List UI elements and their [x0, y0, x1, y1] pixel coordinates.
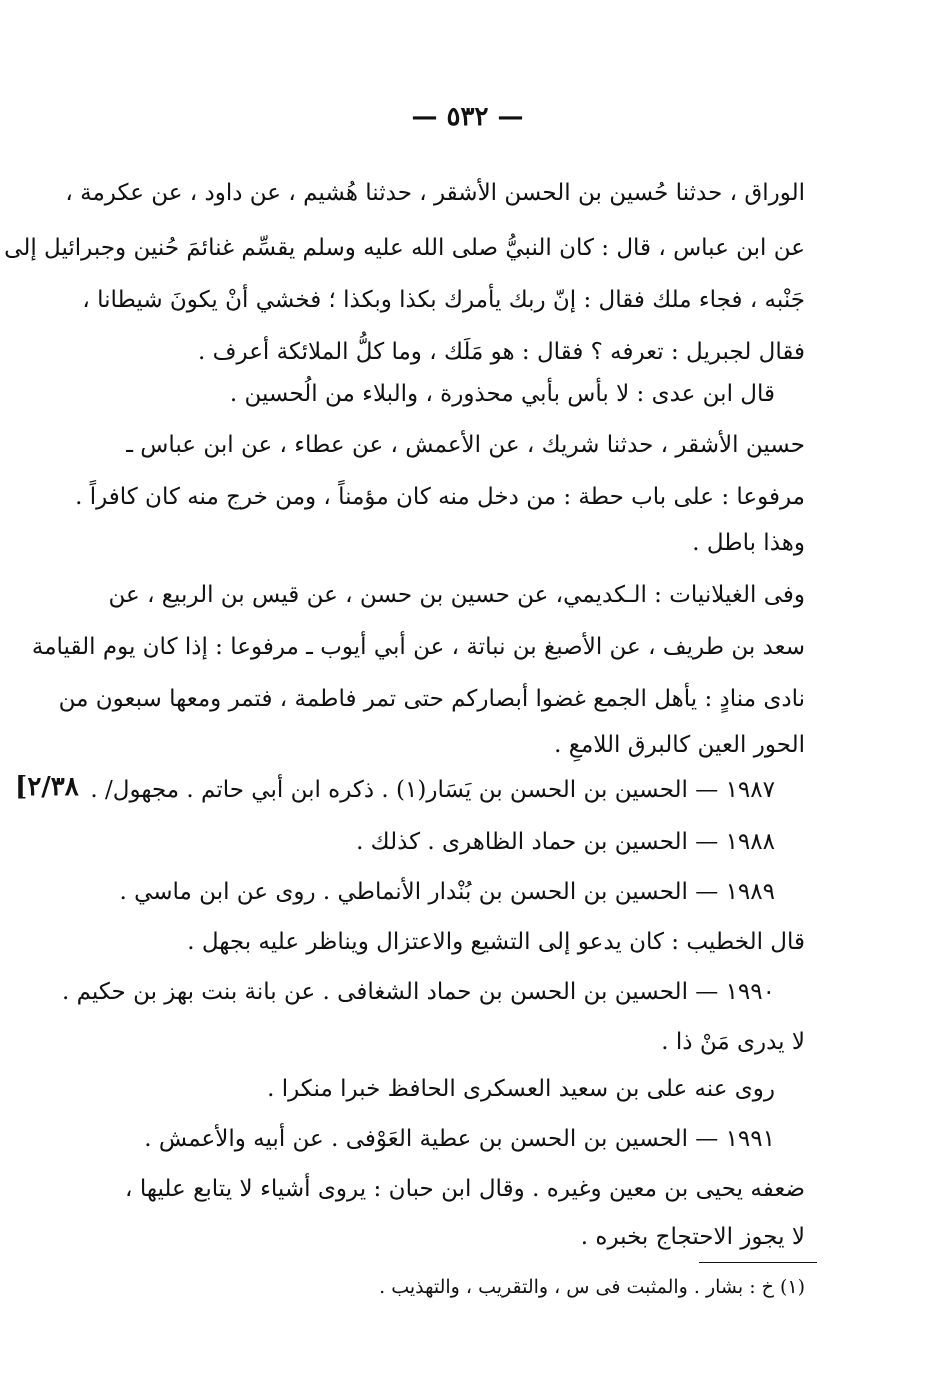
- text-line-11: نادى منادٍ : يأهل الجمع غضوا أبصاركم حتى تمر فاطمة ، فتمر ومعها سبعون من: [58, 686, 805, 712]
- entry-1990: ١٩٩٠ — الحسين بن الحسن بن حماد الشغافى . عن بانة بنت بهز بن حكيم .: [61, 979, 775, 1005]
- text-line-1: الوراق ، حدثنا حُسين بن الحسن الأشقر ، حدثنا هُشيم ، عن داود ، عن عكرمة ،: [65, 180, 805, 206]
- text-line-la-yadri: لا يدرى مَنْ ذا .: [661, 1029, 805, 1055]
- page-number: — ٥٣٢ —: [411, 102, 524, 132]
- text-line-2: عن ابن عباس ، قال : كان النبيُّ صلى الله عليه وسلم يقسِّم غنائمَ حُنين وجبرائيل إلى: [4, 235, 805, 261]
- margin-marker: [٢/٣٨: [15, 772, 79, 802]
- entry-1988: ١٩٨٨ — الحسين بن حماد الظاهرى . كذلك .: [356, 829, 775, 855]
- text-line-la-yajuz: لا يجوز الاحتجاج بخبره .: [580, 1224, 805, 1250]
- text-line-5: قال ابن عدى : لا بأس بأبي محذورة ، والبلاء من الُحسين .: [229, 381, 775, 407]
- text-line-4: فقال لجبريل : تعرفه ؟ فقال : هو مَلَك ، وما كلُّ الملائكة أعرف .: [198, 339, 805, 365]
- text-line-10: سعد بن طريف ، عن الأصبغ بن نباتة ، عن أبي أيوب ـ مرفوعا : إذا كان يوم القيامة: [31, 634, 805, 660]
- text-line-khatib: قال الخطيب : كان يدعو إلى التشيع والاعتزال ويناظر عليه بجهل .: [187, 929, 805, 955]
- text-line-12: الحور العين كالبرق اللامعِ .: [554, 732, 805, 758]
- entry-1987: ١٩٨٧ — الحسين بن الحسن بن يَسَار(١) . ذكره ابن أبي حاتم . مجهول/ .: [90, 777, 775, 803]
- text-line-8: وهذا باطل .: [692, 530, 805, 556]
- text-line-7: مرفوعا : على باب حطة : من دخل منه كان مؤمناً ، ومن خرج منه كان كافراً .: [75, 484, 805, 510]
- footnote-rule: [699, 1262, 817, 1263]
- text-line-rawa: روى عنه على بن سعيد العسكرى الحافظ خبرا منكرا .: [267, 1076, 775, 1102]
- text-line-daafahu: ضعفه يحيى بن معين وغيره . وقال ابن حبان : يروى أشياء لا يتابع عليها ،: [125, 1176, 805, 1202]
- entry-1991: ١٩٩١ — الحسين بن الحسن بن عطية العَوْفى . عن أبيه والأعمش .: [144, 1126, 775, 1152]
- text-line-3: جَنْبه ، فجاء ملك فقال : إنّ ربك يأمرك بكذا وبكذا ؛ فخشي أنْ يكونَ شيطانا ،: [82, 287, 805, 313]
- entry-1989: ١٩٨٩ — الحسين بن الحسن بن بُنْدار الأنماطي . روى عن ابن ماسي .: [119, 879, 775, 905]
- footnote: (١) خ : بشار . والمثبت فى س ، والتقريب ، والتهذيب .: [379, 1276, 805, 1298]
- text-line-6: حسين الأشقر ، حدثنا شريك ، عن الأعمش ، عن عطاء ، عن ابن عباس ـ: [126, 432, 805, 458]
- text-line-9: وفى الغيلانيات : الـكديمي، عن حسين بن حسن ، عن قيس بن الربيع ، عن: [108, 582, 805, 608]
